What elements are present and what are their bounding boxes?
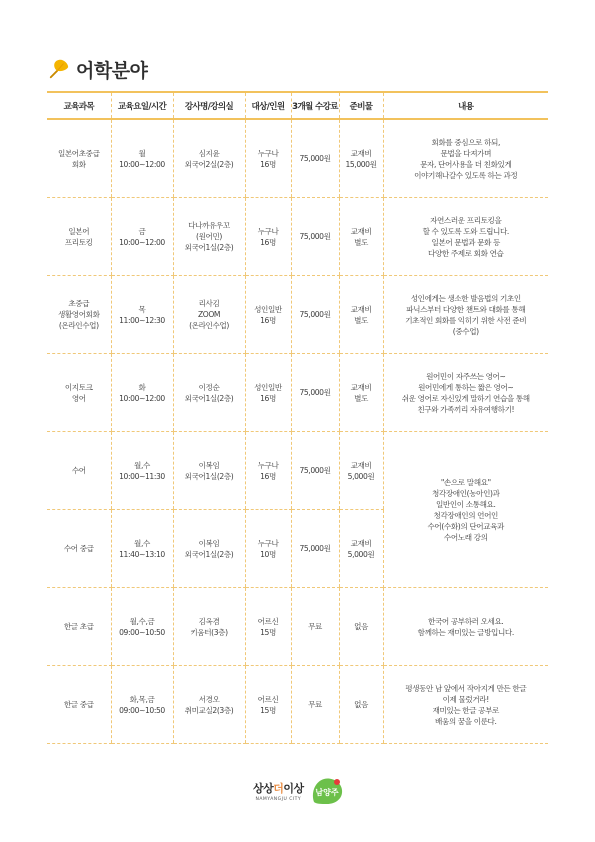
city-badge-icon (310, 776, 344, 806)
cell-schedule: 화,목,금 09:00~10:50 (111, 666, 173, 744)
cell-materials: 없음 (339, 666, 383, 744)
city-wordmark (253, 780, 304, 802)
cell-target: 어르신 15명 (245, 588, 291, 666)
cell-fee: 무료 (291, 588, 339, 666)
cell-target: 누구나 16명 (245, 432, 291, 510)
cell-target: 성인일반 16명 (245, 354, 291, 432)
ginkgo-leaf-icon (48, 58, 70, 80)
cell-course: 일본어 프리토킹 (47, 198, 111, 276)
header-instructor: 강사명/강의실 (173, 92, 245, 119)
cell-materials: 교재비 15,000원 (339, 119, 383, 198)
cell-materials: 교재비 5,000원 (339, 432, 383, 510)
cell-schedule: 화 10:00~12:00 (111, 354, 173, 432)
cell-content: 한국어 공부하러 오세요. 함께하는 재미있는 글방입니다. (383, 588, 548, 666)
cell-target: 누구나 16명 (245, 119, 291, 198)
cell-target: 어르신 15명 (245, 666, 291, 744)
table-row (47, 198, 548, 276)
table-row (47, 588, 548, 666)
section-title-text: 어학분야 (76, 59, 148, 82)
cell-course: 한글 초급 (47, 588, 111, 666)
table-row (47, 119, 548, 198)
cell-content: 성인에게는 생소한 발음법의 기초인 파닉스부터 다양한 챈트와 대화를 통해 기초적인 회화를 익히기 위한 사전 준비 (중수업) (383, 276, 548, 354)
cell-target: 누구나 10명 (245, 510, 291, 588)
cell-schedule: 월,수,금 09:00~10:50 (111, 588, 173, 666)
cell-schedule: 월 10:00~12:00 (111, 119, 173, 198)
header-content: 내용 (383, 92, 548, 119)
cell-fee: 75,000원 (291, 510, 339, 588)
cell-schedule: 월,수 11:40~13:10 (111, 510, 173, 588)
cell-instructor: 이복임 외국어1실(2층) (173, 510, 245, 588)
cell-content: "손으로 말해요" 청각장애인(농아인)과 일반인이 소통해요. 청각장애인의 언어인 수어(수화)의 단어교육과 수어노래 강의 (383, 432, 548, 588)
cell-content: 자연스러운 프리토킹을 할 수 있도록 도와 드립니다. 일본어 문법과 문화 등 다양한 주제로 회화 연습 (383, 198, 548, 276)
cell-materials: 교재비 별도 (339, 354, 383, 432)
cell-target: 누구나 16명 (245, 198, 291, 276)
cell-instructor: 리사김 ZOOM (온라인수업) (173, 276, 245, 354)
cell-course: 한글 중급 (47, 666, 111, 744)
header-target: 대상/인원 (245, 92, 291, 119)
city-english-name: NAMYANGJU CITY (255, 797, 302, 802)
cell-course: 수어 (47, 432, 111, 510)
table-row (47, 354, 548, 432)
cell-content: 회화를 중심으로 하되, 문법을 다져가며 문자, 단어사용을 더 친화있게 이야기해나갈수 있도록 하는 과정 (383, 119, 548, 198)
cell-fee: 무료 (291, 666, 339, 744)
cell-materials: 교재비 별도 (339, 276, 383, 354)
header-materials: 준비물 (339, 92, 383, 119)
cell-course: 이지토크 영어 (47, 354, 111, 432)
cell-course: 초중급 생활영어회화 (온라인수업) (47, 276, 111, 354)
cell-instructor: 다나까유우꼬 (원어민) 외국어1실(2층) (173, 198, 245, 276)
cell-content: 평생동안 남 앞에서 작아지게 만든 한글 이제 물렀거라! 재미있는 한글 공부로 배움의 꿈을 이룬다. (383, 666, 548, 744)
cell-course: 수어 중급 (47, 510, 111, 588)
header-fee: 3개월 수강료 (291, 92, 339, 119)
cell-instructor: 이정순 외국어1실(2층) (173, 354, 245, 432)
cell-fee: 75,000원 (291, 198, 339, 276)
header-course: 교육과목 (47, 92, 111, 119)
cell-fee: 75,000원 (291, 432, 339, 510)
cell-fee: 75,000원 (291, 276, 339, 354)
cell-course: 일본어초중급 회화 (47, 119, 111, 198)
slogan-accent: 더 (273, 782, 284, 795)
section-title (48, 56, 147, 82)
table-header-row (47, 92, 548, 119)
cell-instructor: 서경오 취미교실2(3층) (173, 666, 245, 744)
badge-text: 남양주 (315, 788, 339, 797)
cell-content: 원어민이 자주쓰는 영어~ 원어민에게 통하는 짧은 영어~ 쉬운 영어로 자신있게 말하기 연습을 통해 친구와 가족끼리 자유여행하기! (383, 354, 548, 432)
cell-schedule: 월,수 10:00~11:30 (111, 432, 173, 510)
table-row (47, 666, 548, 744)
slogan-part2: 이상 (283, 782, 304, 795)
cell-materials: 없음 (339, 588, 383, 666)
cell-instructor: 이복임 외국어1실(2층) (173, 432, 245, 510)
cell-materials: 교재비 5,000원 (339, 510, 383, 588)
cell-fee: 75,000원 (291, 119, 339, 198)
slogan-part1: 상상 (253, 782, 274, 795)
city-slogan (253, 780, 304, 796)
table-row (47, 276, 548, 354)
cell-instructor: 김옥겸 키움터(3층) (173, 588, 245, 666)
cell-schedule: 금 10:00~12:00 (111, 198, 173, 276)
table-row (47, 432, 548, 510)
cell-materials: 교재비 별도 (339, 198, 383, 276)
cell-schedule: 목 11:00~12:30 (111, 276, 173, 354)
cell-target: 성인일반 16명 (245, 276, 291, 354)
course-table (47, 91, 548, 744)
cell-fee: 75,000원 (291, 354, 339, 432)
header-schedule: 교육요일/시간 (111, 92, 173, 119)
cell-instructor: 심지윤 외국어2실(2층) (173, 119, 245, 198)
city-logo (253, 776, 349, 806)
